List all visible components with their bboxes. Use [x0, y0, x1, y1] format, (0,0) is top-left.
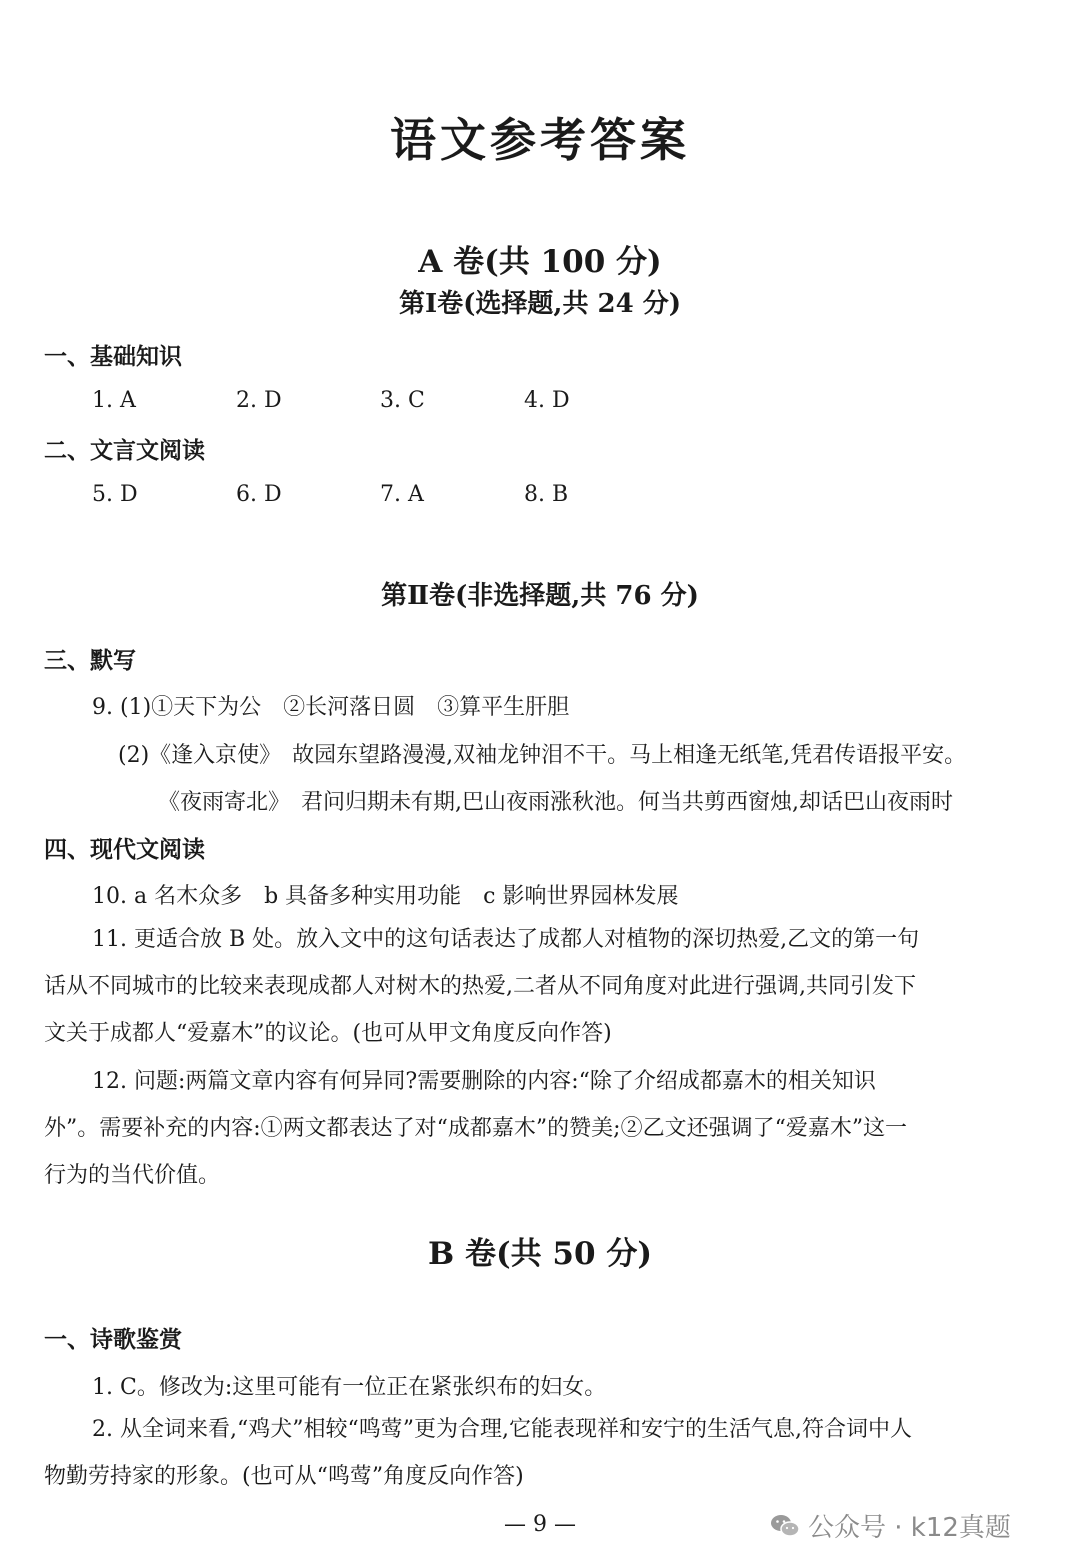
answer-4: 4. D — [524, 388, 570, 413]
answer-9-2: (2)《逢入京使》 故园东望路漫漫,双袖龙钟泪不干。马上相逢无纸笔,凭君传语报平安。 — [118, 743, 967, 768]
watermark-text: 公众号 · k12真题 — [808, 1513, 1011, 1543]
answer-3: 3. C — [380, 388, 425, 413]
section-poetry-appreciation: 一、诗歌鉴赏 — [44, 1327, 182, 1353]
wechat-icon — [770, 1513, 800, 1539]
watermark — [770, 1507, 1011, 1544]
section-classical-reading: 二、文言文阅读 — [44, 438, 205, 464]
answer-7: 7. A — [380, 482, 424, 507]
section-modern-reading: 四、现代文阅读 — [44, 837, 205, 863]
answer-6: 6. D — [236, 482, 282, 507]
answer-8: 8. B — [524, 482, 569, 507]
answer-b-2-line-1: 2. 从全词来看,“鸡犬”相较“鸣莺”更为合理,它能表现祥和安宁的生活气息,符合词中人 — [92, 1417, 912, 1442]
answer-5: 5. D — [92, 482, 138, 507]
answer-11 — [44, 916, 919, 1057]
section-basic-knowledge: 一、基础知识 — [44, 344, 182, 370]
answer-11-line-3: 文关于成都人“爱嘉木”的议论。(也可从甲文角度反向作答) — [44, 1021, 612, 1046]
answer-2: 2. D — [236, 388, 282, 413]
section-dictation: 三、默写 — [44, 648, 136, 674]
answer-9-3: 《夜雨寄北》 君问归期未有期,巴山夜雨涨秋池。何当共剪西窗烛,却话巴山夜雨时 — [158, 790, 953, 815]
page-number: — 9 — — [504, 1512, 576, 1537]
page-title: 语文参考答案 — [390, 113, 690, 167]
part-1-heading: 第Ⅰ卷(选择题,共 24 分) — [398, 289, 682, 319]
answer-b-2-line-2: 物勤劳持家的形象。(也可从“鸣莺”角度反向作答) — [44, 1464, 524, 1489]
part-2-heading: 第Ⅱ卷(非选择题,共 76 分) — [381, 581, 699, 611]
answer-10: 10. a 名木众多 b 具备多种实用功能 c 影响世界园林发展 — [92, 884, 679, 909]
section-a-heading: A 卷(共 100 分) — [418, 244, 662, 280]
section-b-heading: B 卷(共 50 分) — [427, 1236, 653, 1272]
answer-1: 1. A — [92, 388, 136, 413]
answer-b-1: 1. C。修改为:这里可能有一位正在紧张织布的妇女。 — [92, 1375, 607, 1400]
answer-12-line-3: 行为的当代价值。 — [44, 1163, 221, 1188]
answer-12-line-2: 外”。需要补充的内容:①两文都表达了对“成都嘉木”的赞美;②乙文还强调了“爱嘉木”这一 — [44, 1116, 908, 1141]
answer-12 — [44, 1058, 907, 1199]
answer-9-1: 9. (1)①天下为公 ②长河落日圆 ③算平生肝胆 — [92, 695, 570, 720]
answer-12-line-1: 12. 问题:两篇文章内容有何异同?需要删除的内容:“除了介绍成都嘉木的相关知识 — [92, 1069, 876, 1094]
answer-11-line-1: 11. 更适合放 B 处。放入文中的这句话表达了成都人对植物的深切热爱,乙文的第一句 — [92, 927, 920, 952]
answer-b-2 — [44, 1406, 912, 1500]
answer-11-line-2: 话从不同城市的比较来表现成都人对树木的热爱,二者从不同角度对此进行强调,共同引发下 — [44, 974, 916, 999]
